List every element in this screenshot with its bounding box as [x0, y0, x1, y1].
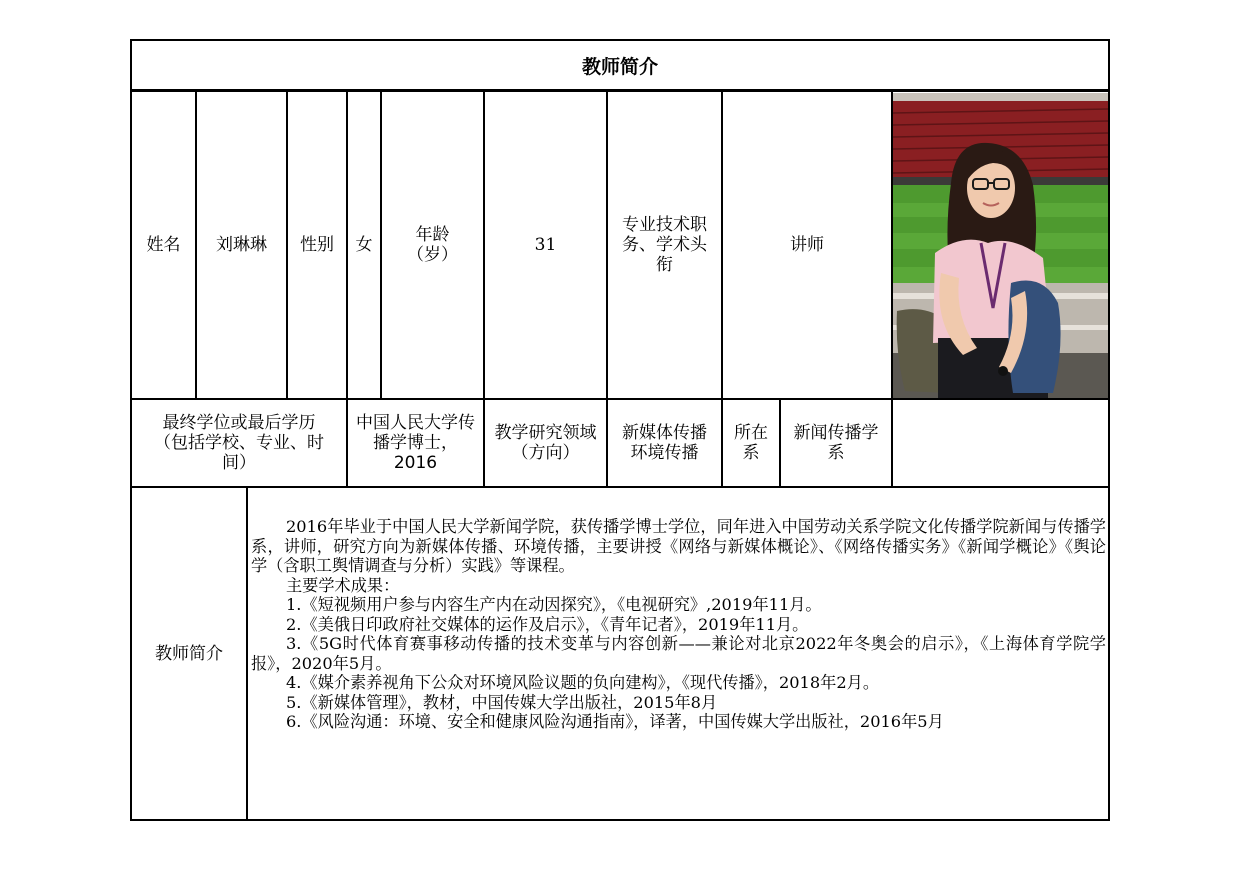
research-label: 教学研究领域（方向） [483, 398, 608, 488]
title-label: 专业技术职务、学术头衔 [606, 90, 723, 400]
gender-value: 女 [346, 90, 382, 400]
achievement-item: 6.《风险沟通：环境、安全和健康风险沟通指南》，译著，中国传媒大学出版社，2016年5月 [286, 712, 944, 731]
teacher-profile-table [130, 39, 1110, 821]
table-title: 教师简介 [130, 39, 1110, 91]
name-value: 刘琳琳 [195, 90, 288, 400]
achievements-heading: 主要学术成果： [286, 575, 400, 595]
research-value: 新媒体传播环境传播 [606, 398, 723, 488]
age-value: 31 [483, 90, 608, 400]
achievement-item: 3.《5G时代体育赛事移动传播的技术变革与内容创新——兼论对北京2022年冬奥会的启示》，《上海体育学院学报》，2020年5月。 [251, 634, 1106, 673]
bio-intro: 2016年毕业于中国人民大学新闻学院，获传播学博士学位，同年进入中国劳动关系学院文化传播学院新闻与传播学系，讲师，研究方向为新媒体传播、环境传播，主要讲授《网络与新媒体概论》、《网络传播实务》《新闻学概论》《舆论学（含职工舆情调查与分析）实践》等课程。 [251, 517, 1106, 575]
achievement-item: 5.《新媒体管理》，教材，中国传媒大学出版社，2015年8月 [286, 692, 718, 712]
teacher-photo-image [893, 93, 1108, 398]
achievement-item: 4.《媒介素养视角下公众对环境风险议题的负向建构》，《现代传播》，2018年2月。 [286, 673, 880, 692]
degree-value: 中国人民大学传播学博士，2016 [346, 398, 485, 488]
title-value: 讲师 [721, 90, 893, 400]
achievement-item: 1.《短视频用户参与内容生产内在动因探究》，《电视研究》,2019年11月。 [286, 595, 822, 614]
gender-label: 性别 [286, 90, 348, 400]
achievement-item: 2.《美俄日印政府社交媒体的运作及启示》，《青年记者》，2019年11月。 [286, 614, 809, 634]
age-label-line2: （岁） [407, 245, 458, 265]
degree-label: 最终学位或最后学历（包括学校、专业、时间） [130, 398, 348, 488]
bio-label: 教师简介 [130, 486, 248, 821]
dept-value: 新闻传播学系 [779, 398, 893, 488]
age-label-line1: 年龄 [415, 225, 450, 245]
empty-cell [891, 398, 1110, 488]
name-label: 姓名 [130, 90, 197, 400]
teacher-photo [893, 93, 1108, 398]
bio-content [246, 486, 1110, 821]
dept-label: 所在系 [721, 398, 781, 488]
age-label [380, 90, 485, 400]
